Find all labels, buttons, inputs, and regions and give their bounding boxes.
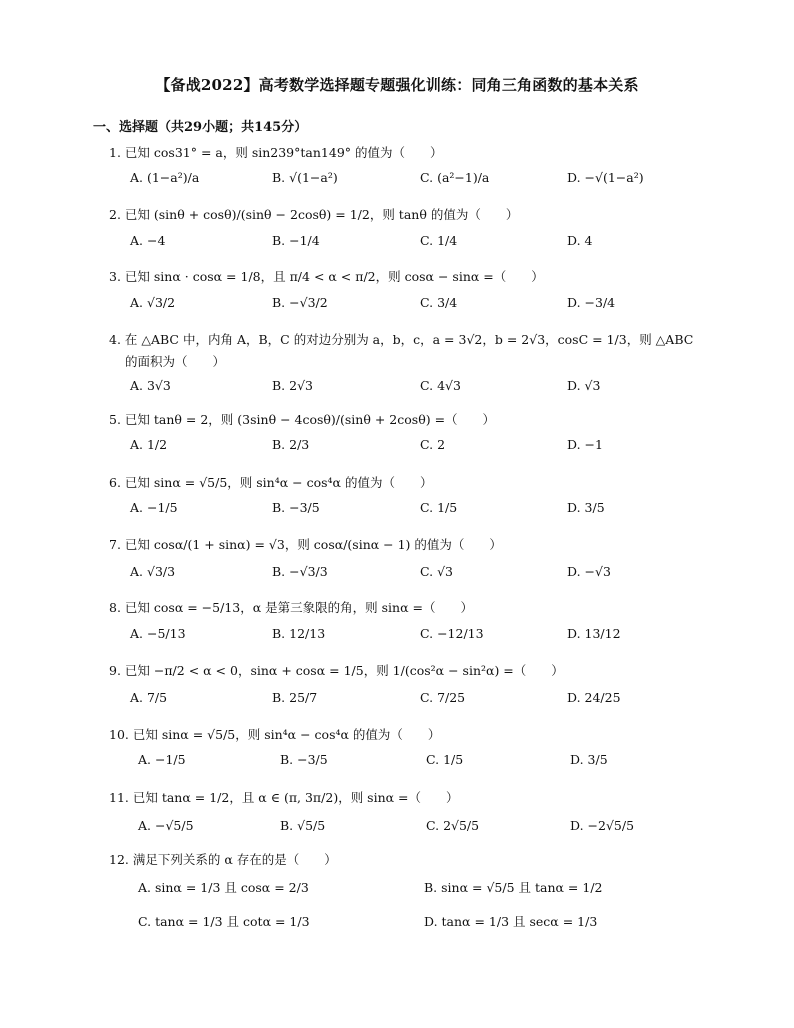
option-c-q12: C. tanα = 1/3 且 cotα = 1/3 xyxy=(138,914,310,929)
option-b-q1: B. √(1−a²) xyxy=(272,170,338,185)
question-stem-2: 2. 已知 (sinθ + cosθ)/(sinθ − 2cosθ) = 1/2，则 tanθ 的值为（ ） xyxy=(109,207,519,222)
option-d-q2: D. 4 xyxy=(567,233,593,248)
option-d-q6: D. 3/5 xyxy=(567,500,605,515)
option-d-q12: D. tanα = 1/3 且 secα = 1/3 xyxy=(424,914,598,929)
option-d-q1: D. −√(1−a²) xyxy=(567,170,644,185)
option-c-q5: C. 2 xyxy=(420,437,446,452)
option-d-q4: D. √3 xyxy=(567,378,601,393)
option-a-q3: A. √3/2 xyxy=(130,295,176,310)
question-stem-5: 5. 已知 tanθ = 2，则 (3sinθ − 4cosθ)/(sinθ + 2cosθ) =（ ） xyxy=(109,412,496,427)
question-stem-4-cont: 的面积为（ ） xyxy=(125,354,226,369)
option-a-q8: A. −5/13 xyxy=(130,626,186,641)
question-stem-10: 10. 已知 sinα = √5/5，则 sin⁴α − cos⁴α 的值为（ ） xyxy=(109,727,441,742)
option-c-q8: C. −12/13 xyxy=(420,626,484,641)
option-a-q1: A. (1−a²)/a xyxy=(130,170,200,185)
option-a-q6: A. −1/5 xyxy=(130,500,178,515)
option-a-q5: A. 1/2 xyxy=(130,437,168,452)
option-b-q6: B. −3/5 xyxy=(272,500,320,515)
option-d-q9: D. 24/25 xyxy=(567,690,621,705)
option-c-q4: C. 4√3 xyxy=(420,378,461,393)
option-c-q11: C. 2√5/5 xyxy=(426,818,480,833)
question-stem-1: 1. 已知 cos31° = a，则 sin239°tan149° 的值为（ ） xyxy=(109,145,443,160)
option-b-q8: B. 12/13 xyxy=(272,626,326,641)
option-b-q12: B. sinα = √5/5 且 tanα = 1/2 xyxy=(424,880,603,895)
option-a-q2: A. −4 xyxy=(130,233,166,248)
option-a-q7: A. √3/3 xyxy=(130,564,176,579)
question-stem-12: 12. 满足下列关系的 α 存在的是（ ） xyxy=(109,852,337,867)
option-d-q7: D. −√3 xyxy=(567,564,611,579)
option-c-q2: C. 1/4 xyxy=(420,233,458,248)
option-d-q3: D. −3/4 xyxy=(567,295,616,310)
question-stem-4: 4. 在 △ABC 中，内角 A，B，C 的对边分别为 a，b，c，a = 3√2，b = 2√3，cosC = 1/3，则 △ABC xyxy=(109,332,694,347)
question-stem-11: 11. 已知 tanα = 1/2，且 α ∈ (π, 3π/2)，则 sinα =（ ） xyxy=(109,790,459,805)
option-a-q12: A. sinα = 1/3 且 cosα = 2/3 xyxy=(138,880,309,895)
option-c-q10: C. 1/5 xyxy=(426,752,464,767)
option-a-q10: A. −1/5 xyxy=(138,752,186,767)
question-stem-6: 6. 已知 sinα = √5/5，则 sin⁴α − cos⁴α 的值为（ ） xyxy=(109,475,433,490)
option-c-q3: C. 3/4 xyxy=(420,295,458,310)
question-stem-9: 9. 已知 −π/2 < α < 0，sinα + cosα = 1/5，则 1/(cos²α − sin²α) =（ ） xyxy=(109,663,564,678)
question-stem-8: 8. 已知 cosα = −5/13，α 是第三象限的角，则 sinα =（ ） xyxy=(109,600,473,615)
option-d-q8: D. 13/12 xyxy=(567,626,621,641)
option-b-q7: B. −√3/3 xyxy=(272,564,328,579)
option-b-q9: B. 25/7 xyxy=(272,690,318,705)
section-heading: 一、选择题（共29小题；共145分） xyxy=(93,120,308,135)
option-b-q5: B. 2/3 xyxy=(272,437,310,452)
option-d-q5: D. −1 xyxy=(567,437,603,452)
option-b-q4: B. 2√3 xyxy=(272,378,314,393)
question-stem-3: 3. 已知 sinα · cosα = 1/8，且 π/4 < α < π/2，则 cosα − sinα =（ ） xyxy=(109,269,544,284)
option-c-q7: C. √3 xyxy=(420,564,453,579)
option-a-q4: A. 3√3 xyxy=(130,378,171,393)
option-b-q2: B. −1/4 xyxy=(272,233,320,248)
option-d-q11: D. −2√5/5 xyxy=(570,818,635,833)
option-b-q10: B. −3/5 xyxy=(280,752,328,767)
option-a-q9: A. 7/5 xyxy=(130,690,168,705)
option-b-q11: B. √5/5 xyxy=(280,818,326,833)
option-a-q11: A. −√5/5 xyxy=(138,818,194,833)
option-c-q6: C. 1/5 xyxy=(420,500,458,515)
option-c-q9: C. 7/25 xyxy=(420,690,466,705)
page-title: 【备战2022】高考数学选择题专题强化训练：同角三角函数的基本关系 xyxy=(155,76,639,94)
option-c-q1: C. (a²−1)/a xyxy=(420,170,490,185)
option-d-q10: D. 3/5 xyxy=(570,752,608,767)
option-b-q3: B. −√3/2 xyxy=(272,295,328,310)
question-stem-7: 7. 已知 cosα/(1 + sinα) = √3，则 cosα/(sinα − 1) 的值为（ ） xyxy=(109,537,502,552)
